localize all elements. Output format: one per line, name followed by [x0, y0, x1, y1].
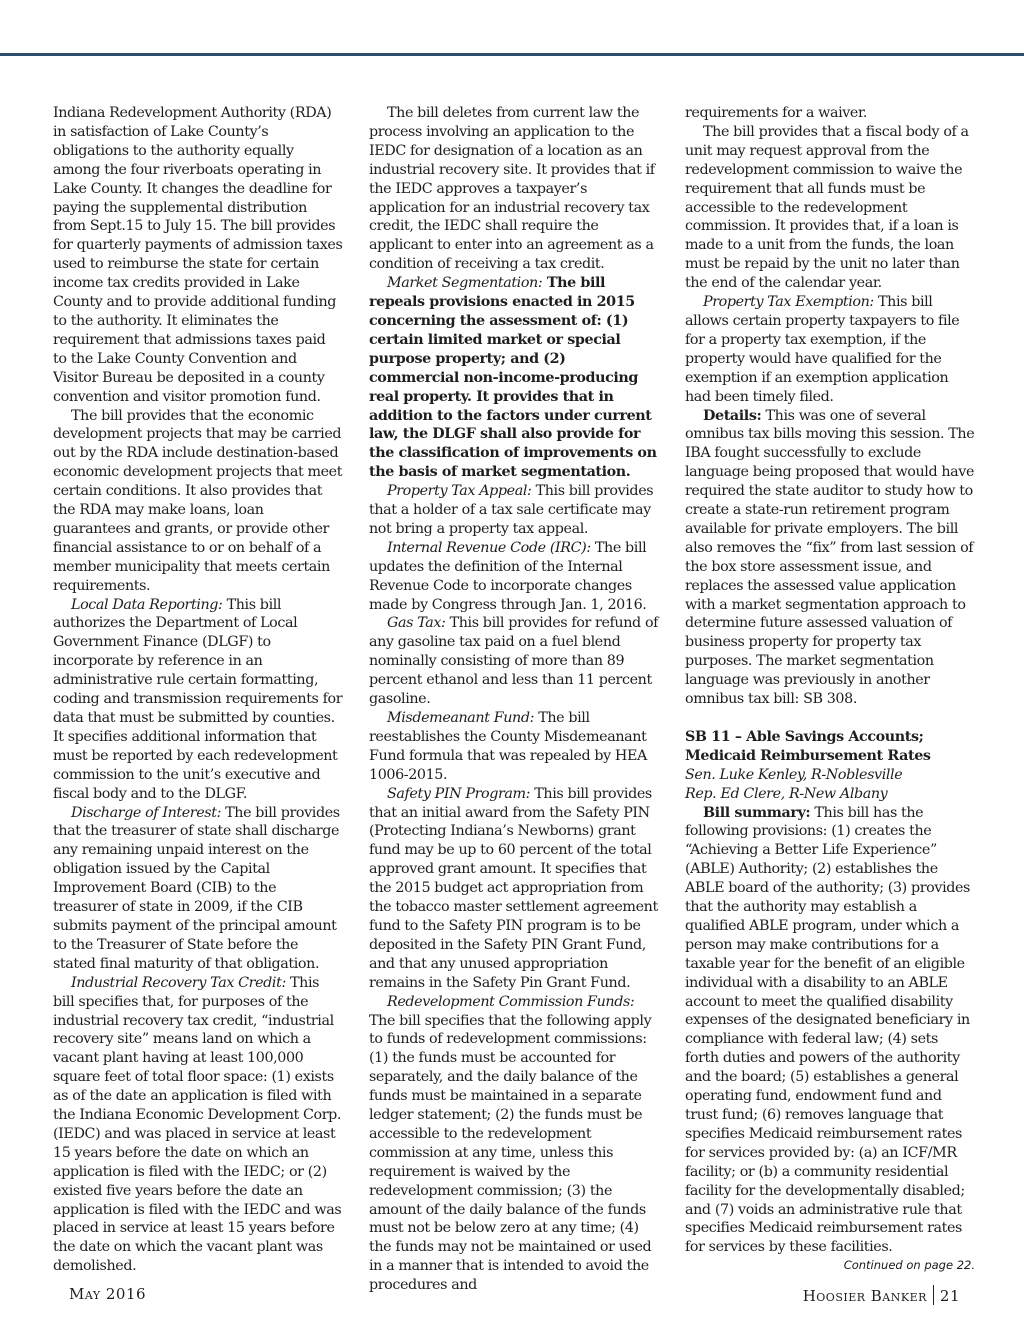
- header-rule: [0, 53, 1024, 56]
- paragraph-text: This bill authorizes the Department of Local Government Finance (DLGF) to incorporate by reference in an administrative rule certain formatting, coding and transmission requirements for data that must be submitted by counties. It specifies additional information that must be reported by each redevelopment commission to the unit’s executive and fiscal body and to the DLGF.: [53, 596, 343, 802]
- folio-divider: [933, 1285, 934, 1305]
- column-3: [685, 104, 975, 1273]
- paragraph: The bill deletes from current law the process involving an application to the IEDC for designation of a location as an industrial recovery site. It provides that if the IEDC approves a taxpayer’s application for an industrial recovery tax credit, the IEDC shall require the applicant to enter into an agreement as a condition of receiving a tax credit.: [369, 105, 655, 273]
- paragraph-text: This bill has the following provisions: (1) creates the “Achieving a Better Life Experience” (ABLE) Authority; (2) establishes the ABLE board of the authority; (3) provides that the authority may establish a qualified ABLE program, under which a person may make contributions for a taxable year for the benefit of an eligible individual with a disability to an ABLE account to meet the qualified disability expenses of the designated beneficiary in compliance with federal law; (4) sets forth duties and powers of the authority and the board; (5) establishes a general operating fund, endowment fund and trust fund; (6) removes language that specifies Medicaid reimbursement rates for services provided by: (a) an ICF/MR facility; or (b) a community residential facility for the developmentally disabled; and (7) voids an administrative rule that specifies Medicaid reimbursement rates for services by these facilities.: [685, 804, 970, 1256]
- subhead-label: Discharge of Interest:: [71, 804, 222, 821]
- footer-date-text: May 2016: [69, 1285, 147, 1303]
- paragraph-text: The bill reestablishes the County Misdemeanant Fund formula that was repealed by HEA 1006-2015.: [369, 710, 647, 783]
- paragraph: [53, 596, 343, 804]
- bill-heading: SB 11 – Able Savings Accounts; Medicaid Reimbursement Rates: [685, 728, 931, 764]
- paragraph-text: This bill specifies that, for purposes of the industrial recovery tax credit, “industrial recovery site” means land on which a vacant plant having at least 100,000 square feet of total floor space: (1) exists as of the date an application is filed with the Indiana Economic Development Corp. (IEDC) and was placed in service at least 15 years before the date on which an application is filed with the IEDC; or (2) existed five years before the date an application is filed with the IEDC and was placed in service at least 15 years before the date on which the vacant plant was demolished.: [53, 974, 342, 1275]
- paragraph-text: This was one of several omnibus tax bills moving this session. The IBA fought successfully to exclude language being proposed that would have required the state auditor to study how to create a state-run retirement program available for private employers. The bill also removes the “fix” from last session of the box store assessment issue, and replaces the assessed value application with a market segmentation approach to determine future assessed valuation of business property for property tax purposes. The market segmentation language was previously in another omnibus tax bill: SB 308.: [685, 407, 975, 708]
- paragraph: [369, 993, 659, 1296]
- paragraph: [53, 804, 343, 974]
- paragraph: The bill provides that the economic development projects that may be carried out by the RDA include destination-based economic development projects that meet certain conditions. It also provides that the RDA may make loans, loan guarantees and grants, or provide other financial assistance to or on behalf of a member municipality that meets certain requirements.: [53, 407, 343, 594]
- subhead-label: Misdemeanant Fund:: [387, 710, 535, 726]
- footer-folio: [803, 1285, 960, 1305]
- paragraph-text: This bill provides for refund of any gasoline tax paid on a fuel blend nominally consisting of more than 89 percent ethanol and less than 11 percent gasoline.: [369, 615, 659, 708]
- subhead-label: Market Segmentation:: [387, 275, 543, 292]
- paragraph: [369, 709, 659, 785]
- subhead-label: Gas Tax:: [387, 615, 446, 632]
- paragraph: [53, 974, 343, 1277]
- sponsor: [685, 785, 975, 804]
- subhead-label: Safety PIN Program:: [387, 785, 531, 802]
- paragraph-text: The bill specifies that the following apply to funds of redevelopment commissions: (1) the funds must be accounted for separately, and the daily balance of the funds must be maintained in a separate ledger statement; (2) the funds must be accessible to the redevelopment commission at any time, unless this requirement is waived by the redevelopment commission; (3) the amount of the daily balance of the funds must not be below zero at any time; (4) the funds may not be maintained or used in a manner that is intended to avoid the procedures and: [369, 1012, 652, 1294]
- subhead-label: Local Data Reporting:: [71, 596, 223, 613]
- paragraph: [369, 539, 659, 615]
- magazine-name: Hoosier Banker: [802, 1287, 927, 1305]
- paragraph: [685, 804, 975, 1258]
- column-1: [53, 104, 343, 1276]
- paragraph-text: This bill provides that a holder of a tax sale certificate may not bring a property tax appeal.: [369, 483, 654, 537]
- sponsor-text: Sen. Luke Kenley, R-Noblesville: [685, 766, 903, 783]
- subhead-label: Internal Revenue Code (IRC):: [387, 539, 591, 556]
- paragraph-text: The bill repeals provisions enacted in 2015 concerning the assessment of: (1) certain limited market or special purpose property; and (2) commercial non-income-producing real property. It provides that in addition to the factors under current law, the DLGF shall also provide for the classification of improvements on the basis of market segmentation.: [369, 275, 657, 481]
- continued-note: Continued on page 22.: [843, 1258, 975, 1273]
- subhead-label: Property Tax Exemption:: [703, 294, 874, 311]
- paragraph: Indiana Redevelopment Authority (RDA) in satisfaction of Lake County’s obligations to the authority equally among the four riverboats operating in Lake County. It changes the deadline for paying the supplemental distribution from Sept.15 to July 15. The bill provides for quarterly payments of admission taxes used to reimburse the state for certain income tax credits provided in Lake County and to provide additional funding to the authority. It eliminates the requirement that admissions taxes paid to the Lake County Convention and Visitor Bureau be deposited in a county convention and visitor promotion fund.: [53, 105, 343, 405]
- subhead-label: Details:: [703, 407, 762, 424]
- sponsor-text: Rep. Ed Clere, R-New Albany: [685, 785, 888, 802]
- paragraph: requirements for a waiver.: [685, 105, 868, 121]
- paragraph: [369, 785, 659, 993]
- column-2: [369, 104, 659, 1295]
- subhead-label: Property Tax Appeal:: [387, 483, 532, 500]
- paragraph: [685, 293, 975, 406]
- paragraph: The bill provides that a fiscal body of a unit may request approval from the redevelopment commission to waive the requirement that all funds must be accessible to the redevelopment commission. It provides that, if a loan is made to a unit from the funds, the loan must be repaid by the unit no later than the end of the calendar year.: [685, 123, 969, 292]
- paragraph: [685, 407, 975, 710]
- paragraph: [369, 614, 659, 709]
- paragraph-text: This bill allows certain property taxpayers to file for a property tax exemption, if the property would have qualified for the exemption if an exemption application had been timely filed.: [685, 294, 960, 405]
- paragraph: [369, 274, 659, 482]
- subhead-label: Bill summary:: [703, 804, 811, 821]
- footer-date: [69, 1285, 146, 1303]
- page-number: 21: [939, 1287, 960, 1305]
- paragraph-text: The bill updates the definition of the Internal Revenue Code to incorporate changes made by Congress through Jan. 1, 2016.: [369, 539, 647, 613]
- sponsor: [685, 766, 975, 785]
- paragraph-text: This bill provides that an initial award from the Safety PIN (Protecting Indiana’s Newborns) grant fund may be up to 60 percent of the total approved grant amount. It specifies that the 2015 budget act appropriation from the tobacco master settlement agreement fund to the Safety PIN program is to be deposited in the Safety PIN Grant Fund, and that any unused appropriation remains in the Safety Pin Grant Fund.: [369, 785, 658, 991]
- paragraph-text: The bill provides that the treasurer of state shall discharge any remaining unpaid interest on the obligation issued by the Capital Improvement Board (CIB) to the treasurer of state in 2009, if the CIB submits payment of the principal amount to the Treasurer of State before the stated final maturity of that obligation.: [53, 804, 340, 972]
- paragraph: [369, 482, 659, 539]
- subhead-label: Redevelopment Commission Funds:: [387, 993, 635, 1010]
- subhead-label: Industrial Recovery Tax Credit:: [71, 974, 286, 991]
